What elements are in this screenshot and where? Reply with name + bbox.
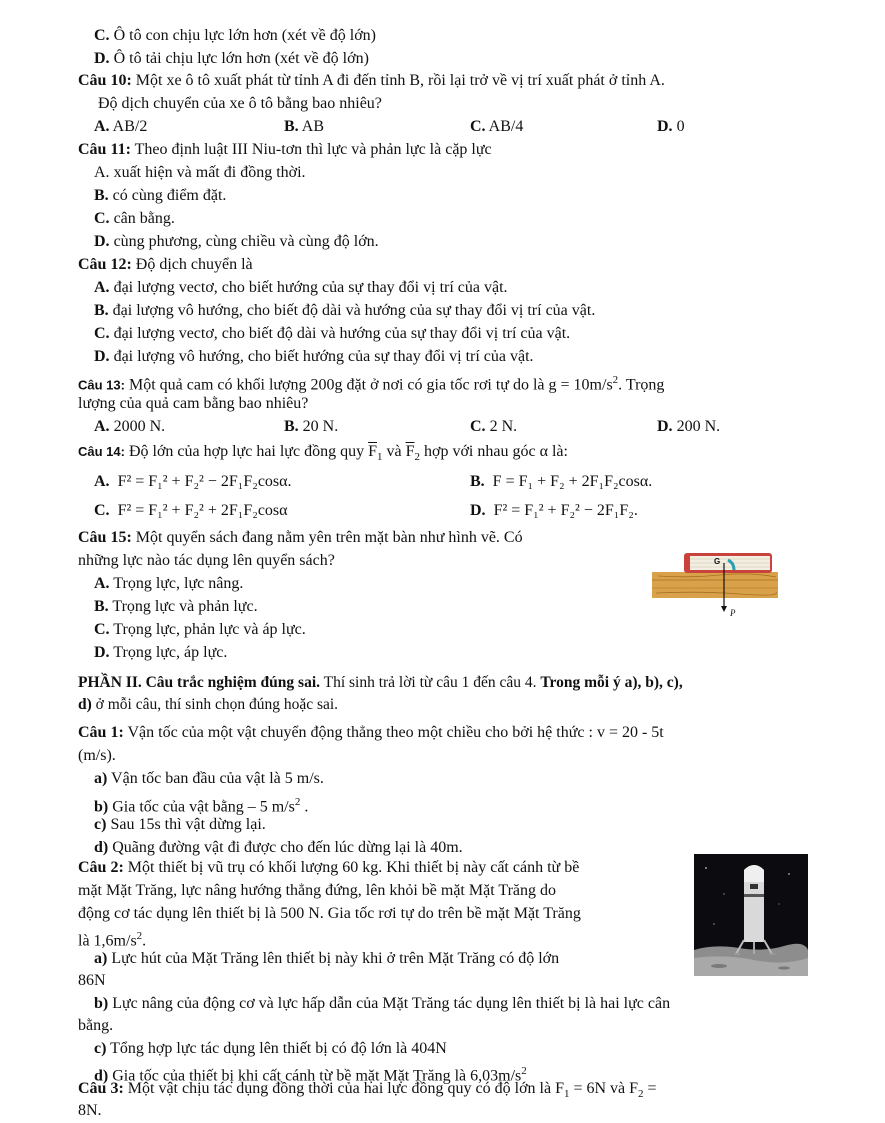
p2q1-item-c: c) Sau 15s thì vật dừng lại. bbox=[94, 816, 266, 833]
q15-option-b: B. Trọng lực và phản lực. bbox=[94, 598, 258, 615]
p2q1-item-a: a) Vận tốc ban đầu của vật là 5 m/s. bbox=[94, 770, 324, 787]
q12-option-a: A. đại lượng vectơ, cho biết hướng của sự thay đổi vị trí của vật. bbox=[94, 279, 508, 296]
q12-option-d: D. đại lượng vô hướng, cho biết hướng của sự thay đổi vị trí của vật. bbox=[94, 348, 534, 365]
q13-option-a: A. 2000 N. bbox=[94, 418, 166, 435]
q10-stem-cont: Độ dịch chuyển của xe ô tô bằng bao nhiêu? bbox=[98, 95, 382, 112]
q11-option-c: C. cân bằng. bbox=[94, 210, 175, 227]
q14-option-d: D. F² = F₁² + F₂² − 2F₁F₂. bbox=[470, 502, 638, 519]
p2q3-stem-cont: 8N. bbox=[78, 1102, 102, 1119]
q13-stem-cont: lượng của quả cam bằng bao nhiêu? bbox=[78, 395, 309, 412]
q12-option-c: C. đại lượng vectơ, cho biết độ dài và hướng của sự thay đổi vị trí của vật. bbox=[94, 325, 571, 342]
q13-stem: Câu 13: Một quả cam có khối lượng 200g đặt ở nơi có gia tốc rơi tự do là $g = 10m/s^2$. Trọng bbox=[78, 374, 665, 394]
q15-option-a: A. Trọng lực, lực nâng. bbox=[94, 575, 244, 592]
part2-heading-cont: d) ở mỗi câu, thí sinh chọn đúng hoặc sai. bbox=[78, 696, 339, 713]
table-top bbox=[652, 572, 778, 598]
q15-option-d: D. Trọng lực, áp lực. bbox=[94, 644, 228, 661]
p2q2-stem-l2: mặt Mặt Trăng, lực nâng hướng thẳng đứng, lên khỏi bề mặt Mặt Trăng do bbox=[78, 882, 556, 899]
q12-option-b: B. đại lượng vô hướng, cho biết độ dài và hướng của sự thay đổi vị trí của vật. bbox=[94, 302, 596, 319]
p2q1-item-d: d) Quãng đường vật đi được cho đến lúc dừng lại là 40m. bbox=[94, 839, 463, 856]
q13-option-b: B. 20 N. bbox=[284, 418, 339, 435]
q13-option-c: C. 2 N. bbox=[470, 418, 518, 435]
p2q2-item-d: d) Gia tốc của thiết bị khi cất cánh từ bề mặt Mặt Trăng là $6,03m/s^2$ bbox=[94, 1065, 527, 1085]
q15-stem-cont: những lực nào tác dụng lên quyển sách? bbox=[78, 552, 335, 569]
q10-option-c: C. AB/4 bbox=[470, 118, 524, 135]
p2q2-item-a: a) Lực hút của Mặt Trăng lên thiết bị này khi ở trên Mặt Trăng có độ lớn bbox=[94, 950, 560, 967]
p2q1-stem-cont: (m/s). bbox=[78, 747, 116, 764]
q9-option-d: D. Ô tô tải chịu lực lớn hơn (xét về độ lớn) bbox=[94, 50, 369, 67]
lunar-lander-figure bbox=[694, 854, 808, 976]
center-of-gravity-label: G bbox=[714, 557, 721, 566]
p2q2-stem-l3: động cơ tác dụng lên thiết bị là 500 N. Gia tốc rơi tự do trên bề mặt Mặt Trăng bbox=[78, 905, 581, 922]
p2q2-stem-l4: là $1,6m/s^2$. bbox=[78, 930, 147, 950]
q14-option-b: B. F = F₁ + F₂ + 2F₁F₂cosα. bbox=[470, 473, 653, 490]
q11-option-a: A. xuất hiện và mất đi đồng thời. bbox=[94, 164, 306, 181]
part2-heading: PHẦN II. Câu trắc nghiệm đúng sai. Thí sinh trả lời từ câu 1 đến câu 4. Trong mỗi ý a), b), c), bbox=[78, 674, 683, 691]
q14-option-a: A. F² = F₁² + F₂² − 2F₁F₂cosα. bbox=[94, 473, 292, 490]
q13-option-d: D. 200 N. bbox=[657, 418, 721, 435]
q11-stem: Câu 11: Theo định luật III Niu-tơn thì lực và phản lực là cặp lực bbox=[78, 141, 492, 158]
book-on-table-figure bbox=[650, 548, 780, 624]
p2q3-stem: Câu 3: Một vật chịu tác dụng đồng thời của hai lực đồng quy có độ lớn là $F_1 = 6N$ và $F_2$ = bbox=[78, 1080, 657, 1101]
q10-option-d: D. 0 bbox=[657, 118, 685, 135]
q11-option-d: D. cùng phương, cùng chiều và cùng độ lớn. bbox=[94, 233, 379, 250]
q10-option-b: B. AB bbox=[284, 118, 325, 135]
p2q2-item-a-cont: 86N bbox=[78, 972, 106, 989]
p2q2-item-b: b) Lực nâng của động cơ và lực hấp dẫn của Mặt Trăng tác dụng lên thiết bị là hai lực cân bbox=[94, 995, 671, 1012]
q9-option-c: C. Ô tô con chịu lực lớn hơn (xét về độ lớn) bbox=[94, 27, 377, 44]
p2q1-item-b: b) Gia tốc của vật bằng – 5 $m/s^2$ . bbox=[94, 796, 309, 816]
p2q2-item-b-cont: bằng. bbox=[78, 1017, 114, 1034]
q10-option-a: A. AB/2 bbox=[94, 118, 148, 135]
q15-stem: Câu 15: Một quyển sách đang nằm yên trên mặt bàn như hình vẽ. Có bbox=[78, 529, 523, 546]
q11-option-b: B. có cùng điểm đặt. bbox=[94, 187, 227, 204]
q14-option-c: C. F² = F₁² + F₂² + 2F₁F₂cosα bbox=[94, 502, 288, 519]
q14-stem: Câu 14: Độ lớn của hợp lực hai lực đồng quy $\overline{F}_1$ và $\overline{F}_2$ hợp với nhau góc α là: bbox=[78, 443, 568, 464]
p2q2-item-c: c) Tổng hợp lực tác dụng lên thiết bị có độ lớn là 404N bbox=[94, 1040, 447, 1057]
p2q1-stem: Câu 1: Vận tốc của một vật chuyển động thẳng theo một chiều cho bởi hệ thức : v = 20 - 5t bbox=[78, 724, 664, 741]
q12-stem: Câu 12: Độ dịch chuyển là bbox=[78, 256, 253, 273]
weight-label: P bbox=[730, 608, 736, 618]
q15-option-c: C. Trọng lực, phản lực và áp lực. bbox=[94, 621, 306, 638]
q10-stem: Câu 10: Một xe ô tô xuất phát từ tỉnh A đi đến tỉnh B, rồi lại trở về vị trí xuất phát ở tỉnh A. bbox=[78, 72, 665, 89]
p2q2-stem-l1: Câu 2: Một thiết bị vũ trụ có khối lượng 60 kg. Khi thiết bị này cất cánh từ bề bbox=[78, 859, 580, 876]
